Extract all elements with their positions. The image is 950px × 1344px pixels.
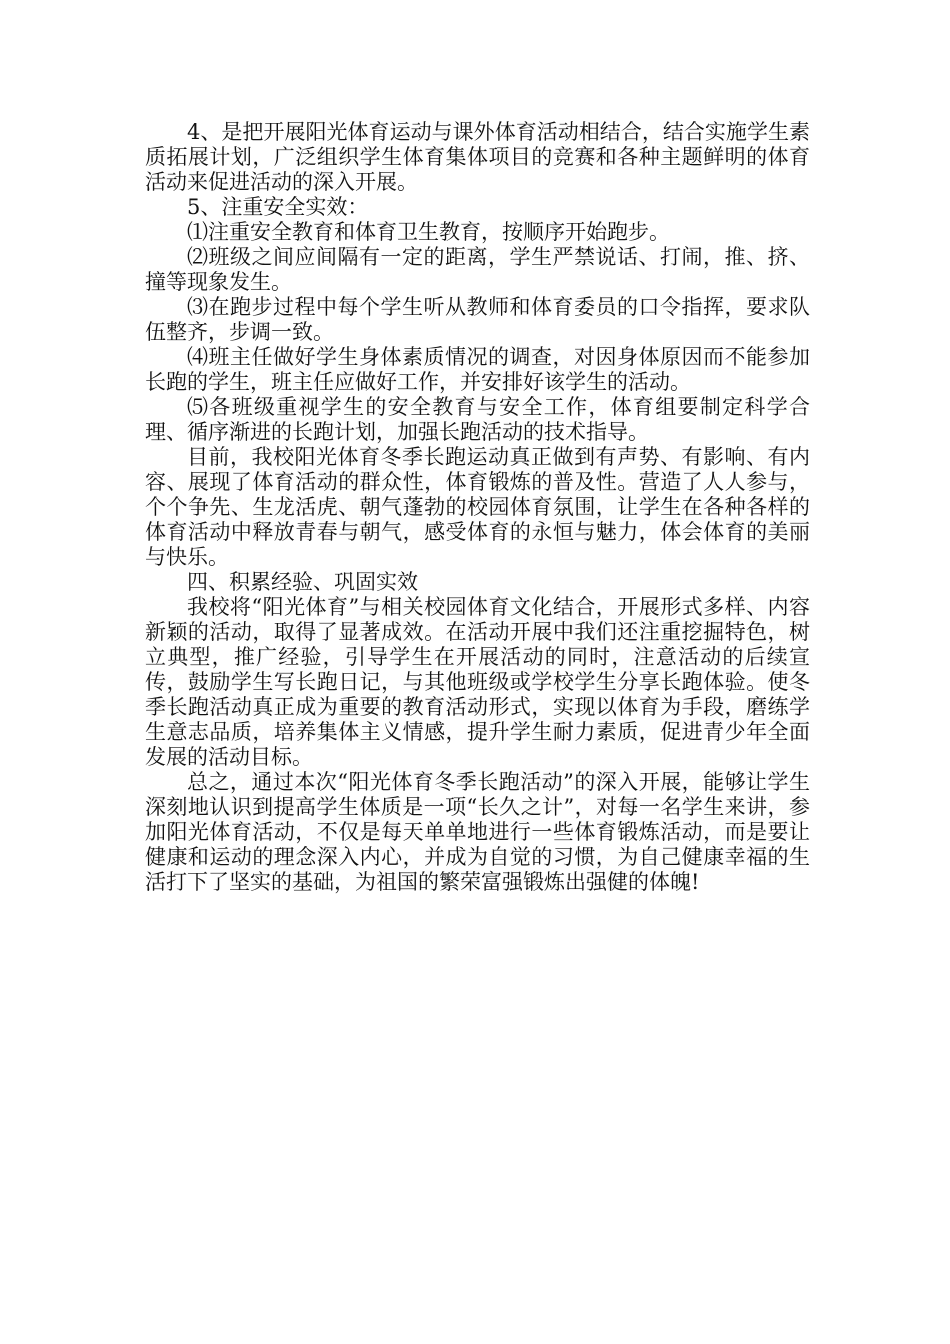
paragraph-safety-1: ⑴注重安全教育和体育卫生教育，按顺序开始跑步。	[187, 220, 670, 244]
paragraph-current-status: 目前，我校阳光体育冬季长跑运动真正做到有声势、有影响、有内容、展现了体育活动的群众性，体育锻炼的普及性。营造了人人参与，个个争先、生龙活虎、朝气蓬勃的校园体育氛围，让学生在各种各样的体育活动中释放青春与朝气，感受体育的永恒与魅力，体会体育的美丽与快乐。	[145, 445, 810, 569]
document-page	[145, 120, 810, 895]
paragraph-safety-2: ⑵班级之间应间隔有一定的距离，学生严禁说话、打闹，推、挤、撞等现象发生。	[145, 245, 810, 294]
paragraph-safety-3: ⑶在跑步过程中每个学生听从教师和体育委员的口令指挥，要求队伍整齐，步调一致。	[145, 295, 810, 344]
paragraph-experience: 我校将“阳光体育”与相关校园体育文化结合，开展形式多样、内容新颖的活动，取得了显著成效。在活动开展中我们还注重挖掘特色，树立典型，推广经验，引导学生在开展活动的同时，注意活动的后续宣传，鼓励学生写长跑日记，与其他班级或学校学生分享长跑体验。使冬季长跑活动真正成为重要的教育活动形式，实现以体育为手段，磨练学生意志品质，培养集体主义情感，提升学生耐力素质，促进青少年全面发展的活动目标。	[145, 595, 810, 769]
section-heading-4: 四、积累经验、巩固实效	[187, 570, 418, 594]
paragraph-safety-5: ⑸各班级重视学生的安全教育与安全工作，体育组要制定科学合理、循序渐进的长跑计划，加强长跑活动的技术指导。	[145, 395, 810, 444]
paragraph-safety-4: ⑷班主任做好学生身体素质情况的调查，对因身体原因而不能参加长跑的学生，班主任应做好工作，并安排好该学生的活动。	[145, 345, 810, 394]
paragraph-conclusion: 总之，通过本次“阳光体育冬季长跑活动”的深入开展，能够让学生深刻地认识到提高学生体质是一项“长久之计”，对每一名学生来讲，参加阳光体育活动，不仅是每天单单地进行一些体育锻炼活动，而是要让健康和运动的理念深入内心，并成为自觉的习惯，为自己健康幸福的生活打下了坚实的基础，为祖国的繁荣富强锻炼出强健的体魄!	[145, 770, 810, 894]
paragraph-item-4: 4、是把开展阳光体育运动与课外体育活动相结合，结合实施学生素质拓展计划，广泛组织学生体育集体项目的竞赛和各种主题鲜明的体育活动来促进活动的深入开展。	[145, 120, 810, 194]
paragraph-item-5-heading: 5、注重安全实效：	[187, 195, 369, 219]
